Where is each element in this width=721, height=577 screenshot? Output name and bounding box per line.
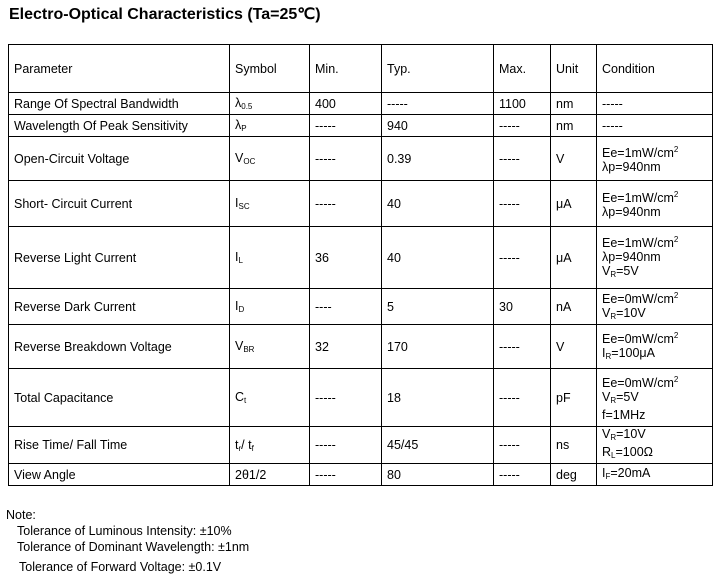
min-cell: 32 xyxy=(310,325,382,369)
page-title: Electro-Optical Characteristics (Ta=25℃) xyxy=(9,6,321,23)
min-cell: ----- xyxy=(310,369,382,427)
min-cell: ----- xyxy=(310,181,382,227)
unit-cell: V xyxy=(551,325,597,369)
condition-cell: $I_F=20mA$ xyxy=(597,464,713,486)
symbol-cell: $V_{BR}$ xyxy=(230,325,310,369)
parameter-cell: View Angle xyxy=(9,464,230,486)
symbol-cell: $t_r/$ $t_f$ xyxy=(230,427,310,464)
parameter-cell: Reverse Dark Current xyxy=(9,289,230,325)
header-symbol: Symbol xyxy=(230,45,310,93)
max-cell: ----- xyxy=(494,369,551,427)
typ-cell: 0.39 xyxy=(382,137,494,181)
parameter-cell: Rise Time/ Fall Time xyxy=(9,427,230,464)
max-cell: ----- xyxy=(494,227,551,289)
parameter-cell: Range Of Spectral Bandwidth xyxy=(9,93,230,115)
parameter-cell: Total Capacitance xyxy=(9,369,230,427)
typ-cell: 80 xyxy=(382,464,494,486)
table-row xyxy=(9,369,713,427)
condition-cell: $V_R=10V$ $R_L=100\Omega$ xyxy=(597,427,713,464)
min-cell: ----- xyxy=(310,464,382,486)
max-cell: ----- xyxy=(494,325,551,369)
typ-cell: 40 xyxy=(382,181,494,227)
unit-cell: deg xyxy=(551,464,597,486)
note-block xyxy=(6,507,249,575)
table-row xyxy=(9,464,713,486)
parameter-cell: Reverse Breakdown Voltage xyxy=(9,325,230,369)
min-cell: ---- xyxy=(310,289,382,325)
parameter-cell: Short- Circuit Current xyxy=(9,181,230,227)
header-condition: Condition xyxy=(597,45,713,93)
unit-cell: nm xyxy=(551,93,597,115)
symbol-cell: $I_{SC}$ xyxy=(230,181,310,227)
table-row xyxy=(9,289,713,325)
typ-cell: 18 xyxy=(382,369,494,427)
note-line: Tolerance of Forward Voltage: ±0.1V xyxy=(19,560,222,574)
condition-cell: $Ee=0mW/cm^2$ $V_R=5V$ f=1MHz xyxy=(597,369,713,427)
condition-cell: $Ee=1mW/cm^2$ λp=940nm $V_R=5V$ xyxy=(597,227,713,289)
typ-cell: 5 xyxy=(382,289,494,325)
table-row xyxy=(9,325,713,369)
condition-cell: $Ee=0mW/cm^2$ $I_R=100\mu A$ xyxy=(597,325,713,369)
table-header-row xyxy=(9,45,713,93)
header-unit: Unit xyxy=(551,45,597,93)
characteristics-table xyxy=(8,44,713,486)
parameter-cell: Reverse Light Current xyxy=(9,227,230,289)
min-cell: 400 xyxy=(310,93,382,115)
table-body xyxy=(9,93,713,486)
max-cell: ----- xyxy=(494,137,551,181)
header-typ: Typ. xyxy=(382,45,494,93)
header-min: Min. xyxy=(310,45,382,93)
typ-cell: 170 xyxy=(382,325,494,369)
typ-cell: ----- xyxy=(382,93,494,115)
header-parameter: Parameter xyxy=(9,45,230,93)
unit-cell: V xyxy=(551,137,597,181)
unit-cell: pF xyxy=(551,369,597,427)
unit-cell: nm xyxy=(551,115,597,137)
parameter-cell: Open-Circuit Voltage xyxy=(9,137,230,181)
unit-cell: ns xyxy=(551,427,597,464)
condition-cell: ----- xyxy=(597,115,713,137)
symbol-cell: 2θ1/2 xyxy=(230,464,310,486)
table-row xyxy=(9,115,713,137)
symbol-cell: $\lambda_{0.5}$ xyxy=(230,93,310,115)
symbol-cell: $I_D$ xyxy=(230,289,310,325)
max-cell: 1100 xyxy=(494,93,551,115)
condition-cell: ----- xyxy=(597,93,713,115)
symbol-cell: $\lambda_P$ xyxy=(230,115,310,137)
symbol-cell: $C_t$ xyxy=(230,369,310,427)
max-cell: ----- xyxy=(494,427,551,464)
header-max: Max. xyxy=(494,45,551,93)
condition-cell: $Ee=0mW/cm^2$ $V_R=10V$ xyxy=(597,289,713,325)
max-cell: ----- xyxy=(494,181,551,227)
unit-cell: μA xyxy=(551,181,597,227)
typ-cell: 40 xyxy=(382,227,494,289)
typ-cell: 45/45 xyxy=(382,427,494,464)
min-cell: 36 xyxy=(310,227,382,289)
table-row xyxy=(9,181,713,227)
min-cell: ----- xyxy=(310,115,382,137)
condition-cell: $Ee=1mW/cm^2$ λp=940nm xyxy=(597,181,713,227)
table-row xyxy=(9,427,713,464)
note-heading: Note: xyxy=(6,508,36,522)
table-row xyxy=(9,227,713,289)
max-cell: 30 xyxy=(494,289,551,325)
unit-cell: μA xyxy=(551,227,597,289)
min-cell: ----- xyxy=(310,137,382,181)
symbol-cell: $V_{OC}$ xyxy=(230,137,310,181)
note-line: Tolerance of Luminous Intensity: ±10% xyxy=(17,524,232,538)
table-row xyxy=(9,93,713,115)
table-row xyxy=(9,137,713,181)
symbol-cell: $I_L$ xyxy=(230,227,310,289)
max-cell: ----- xyxy=(494,464,551,486)
note-line: Tolerance of Dominant Wavelength: ±1nm xyxy=(17,540,250,554)
typ-cell: 940 xyxy=(382,115,494,137)
unit-cell: nA xyxy=(551,289,597,325)
max-cell: ----- xyxy=(494,115,551,137)
min-cell: ----- xyxy=(310,427,382,464)
condition-cell: $Ee=1mW/cm^2$ λp=940nm xyxy=(597,137,713,181)
parameter-cell: Wavelength Of Peak Sensitivity xyxy=(9,115,230,137)
